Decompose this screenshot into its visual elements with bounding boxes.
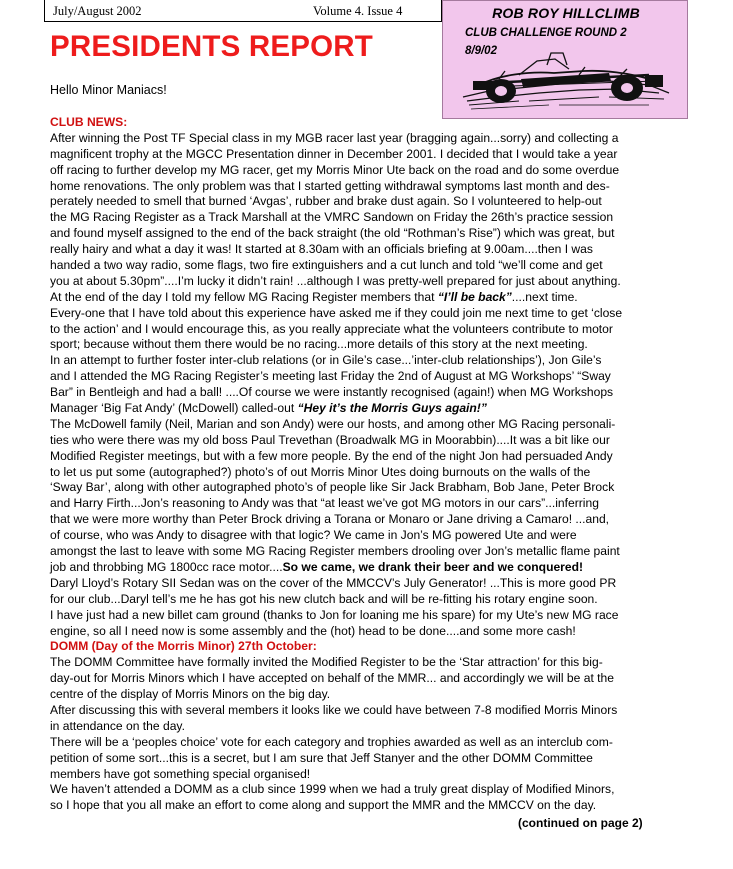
article-line [50,194,690,210]
text-run: ....next time. [511,289,578,304]
article-line [50,655,690,671]
text-run: amongst the last to leave with some MG Racing Register members drooling over Jon’s metallic flame paint [50,544,620,559]
article-line [50,115,690,131]
text-run: After winning the Post TF Special class in my MGB racer last year (bragging again...sorry) and collecting a [50,130,619,145]
text-run: and I attended the MG Racing Register’s meeting last Friday the 2nd of August at MG Workshops’ “Sway [50,369,611,384]
article-line [50,258,690,274]
issue-date: July/August 2002 [53,4,142,18]
article-line [50,131,690,147]
text-run: We haven’t attended a DOMM as a club since 1999 when we had a truly great display of Modified Minors, [50,782,615,797]
article-line [50,703,690,719]
text-run: So we came, we drank their beer and we conquered! [282,559,584,574]
article-line [50,465,690,481]
continued-note: (continued on page 2) [518,816,643,830]
text-run: In an attempt to further foster inter-club relations (or in Gile’s case...’inter-club relationships’), Jon Gile’s [50,353,602,368]
text-run: After discussing this with several members it looks like we could have between 7-8 modified Morris Minors [50,702,618,717]
text-run: and found myself assigned to the end of the back straight (the old “Rothman’s Rise”) which was great, but [50,226,615,241]
text-run: “I’ll be back” [437,289,512,304]
text-run: of course, who was Andy to disagree with that logic? We came in Jon’s MG powered Ute and were [50,528,577,543]
article-line [50,735,690,751]
article-line [50,639,690,655]
text-run: “Hey it’s the Morris Guys again!” [297,401,487,416]
article-line [50,496,690,512]
article-line [50,322,690,338]
article-line [50,480,690,496]
text-run: handed a two way radio, some flags, two fire extinguishers and a cut lunch and told “we’ll come and get [50,258,603,273]
article-line [50,560,690,576]
article-body [50,115,690,814]
text-run: ties who were there was my old boss Paul Trevethan (Broadwalk MG in Moorabbin)....It was a bit like our [50,432,610,447]
article-line [50,385,690,401]
text-run: that we were more worthy than Peter Brock driving a Torana or Monaro or Jane driving a Camaro! ...and, [50,512,610,527]
text-run: members have got something special organised! [50,766,311,781]
text-run: and Harry Firth...Jon’s reasoning to Andy was that “at least we’ve got MG motors in our cars”...inferring [50,496,599,511]
article-line [50,512,690,528]
article-line [50,226,690,242]
article-line [50,528,690,544]
article-line [50,592,690,608]
text-run: Manager ‘Big Fat Andy’ (McDowell) called-out [50,401,298,416]
article-line [50,751,690,767]
article-line [50,290,690,306]
article-line [50,401,690,417]
text-run: petition of some sort...this is a secret, but I am sure that Jeff Stanyer and the other DOMM Committee [50,750,593,765]
text-run: to the action’ and I would encourage this, as you really appreciate what the volunteers contribute to motor [50,321,613,336]
text-run: The McDowell family (Neil, Marian and son Andy) were our hosts, and among other MG Racing personali- [50,416,616,431]
text-run: in attendance on the day. [50,718,185,733]
inset-date: 8/9/02 [465,45,497,57]
article-line [50,624,690,640]
article-line [50,179,690,195]
article-line [50,576,690,592]
article-line [50,767,690,783]
section-heading: DOMM (Day of the Morris Minor) 27th October: [50,639,317,654]
article-line [50,306,690,322]
text-run: to let us put some (autographed?) photo’s of out Morris Minor Utes doing burnouts on the walls of the [50,464,591,479]
article-line [50,449,690,465]
article-line [50,210,690,226]
text-run: engine, so all I need now is some assembly and the (hot) head to be done....and some more cash! [50,623,576,638]
text-run: you at about 5.30pm”....I’m lucky it didn’t rain! ...although I was pretty-well prepared for just about anything. [50,273,621,288]
article-line [50,544,690,560]
text-run: Bar” in Bentleigh and had a ball! ....Of course we were instantly recognised (again!) when MG Workshops [50,385,614,400]
text-run: job and throbbing MG 1800cc race motor.... [50,559,283,574]
text-run: perately needed to smell that burned ‘Avgas’, rubber and brake dust again. So I volunteered to help-out [50,194,602,209]
text-run: really hairy and what a day it was! It started at 8.30am with an officials briefing at 9.00am....then I was [50,242,593,257]
article-line [50,242,690,258]
text-run: centre of the display of Morris Minors on the big day. [50,687,331,702]
text-run: There will be a ‘peoples choice’ vote for each category and trophies awarded as well as an interclub com- [50,734,613,749]
greeting: Hello Minor Maniacs! [50,83,167,97]
article-line [50,337,690,353]
article-line [50,719,690,735]
article-line [50,417,690,433]
text-run: off racing to further develop my MG racer, get my Morris Minor Ute back on the road and do some overdue [50,162,620,177]
text-run: sport; because without them there would be no racing...more details of this story at the next meeting. [50,337,588,352]
article-line [50,353,690,369]
article-line [50,798,690,814]
text-run: Modified Register meetings, but with a few more people. By the end of the night Jon had persuaded Andy [50,448,613,463]
article-line [50,147,690,163]
hillclimb-inset [442,0,688,119]
text-run: I have just had a new billet cam ground (thanks to Jon for loaning me his spare) for my Ute’s new MG race [50,607,619,622]
article-line [50,369,690,385]
text-run: the MG Racing Register as a Track Marshall at the VMRC Sandown on Friday the 26th’s practice session [50,210,614,225]
text-run: At the end of the day I told my fellow MG Racing Register members that [50,289,438,304]
text-run: for our club...Daryl tell’s me he has got his new clutch back and will be re-fitting his rotary engine soon. [50,591,598,606]
article-line [50,274,690,290]
article-line [50,671,690,687]
section-heading: CLUB NEWS: [50,115,128,129]
issue-header [44,0,442,22]
inset-subtitle: CLUB CHALLENGE ROUND 2 [465,27,627,39]
article-line [50,687,690,703]
text-run: Daryl Lloyd’s Rotary SII Sedan was on the cover of the MMCCV’s July Generator! ...This is more good PR [50,575,617,590]
article-line [50,433,690,449]
inset-title: ROB ROY HILLCLIMB [492,5,640,21]
article-line [50,608,690,624]
issue-volume: Volume 4. Issue 4 [313,4,403,18]
text-run: day-out for Morris Minors which I have accepted on behalf of the MMR... and accordingly we will be at the [50,671,614,686]
page-title: PRESIDENTS REPORT [50,30,374,63]
text-run: so I hope that you all make an effort to come along and support the MMR and the MMCCV on the day. [50,798,597,813]
text-run: ‘Sway Bar’, along with other autographed photo’s of people like Sir Jack Brabham, Bob Jane, Peter Brock [50,480,615,495]
text-run: home renovations. The only problem was that I started getting withdrawal symptoms last month and des- [50,178,610,193]
article-line [50,782,690,798]
text-run: The DOMM Committee have formally invited the Modified Register to be the ‘Star attraction’ for this big- [50,655,603,670]
text-run: Every-one that I have told about this experience have asked me if they could join me next time to get ‘close [50,305,623,320]
text-run: magnificent trophy at the MGCC Presentation dinner in December 2001. I decided that I would take a year [50,146,618,161]
article-line [50,163,690,179]
